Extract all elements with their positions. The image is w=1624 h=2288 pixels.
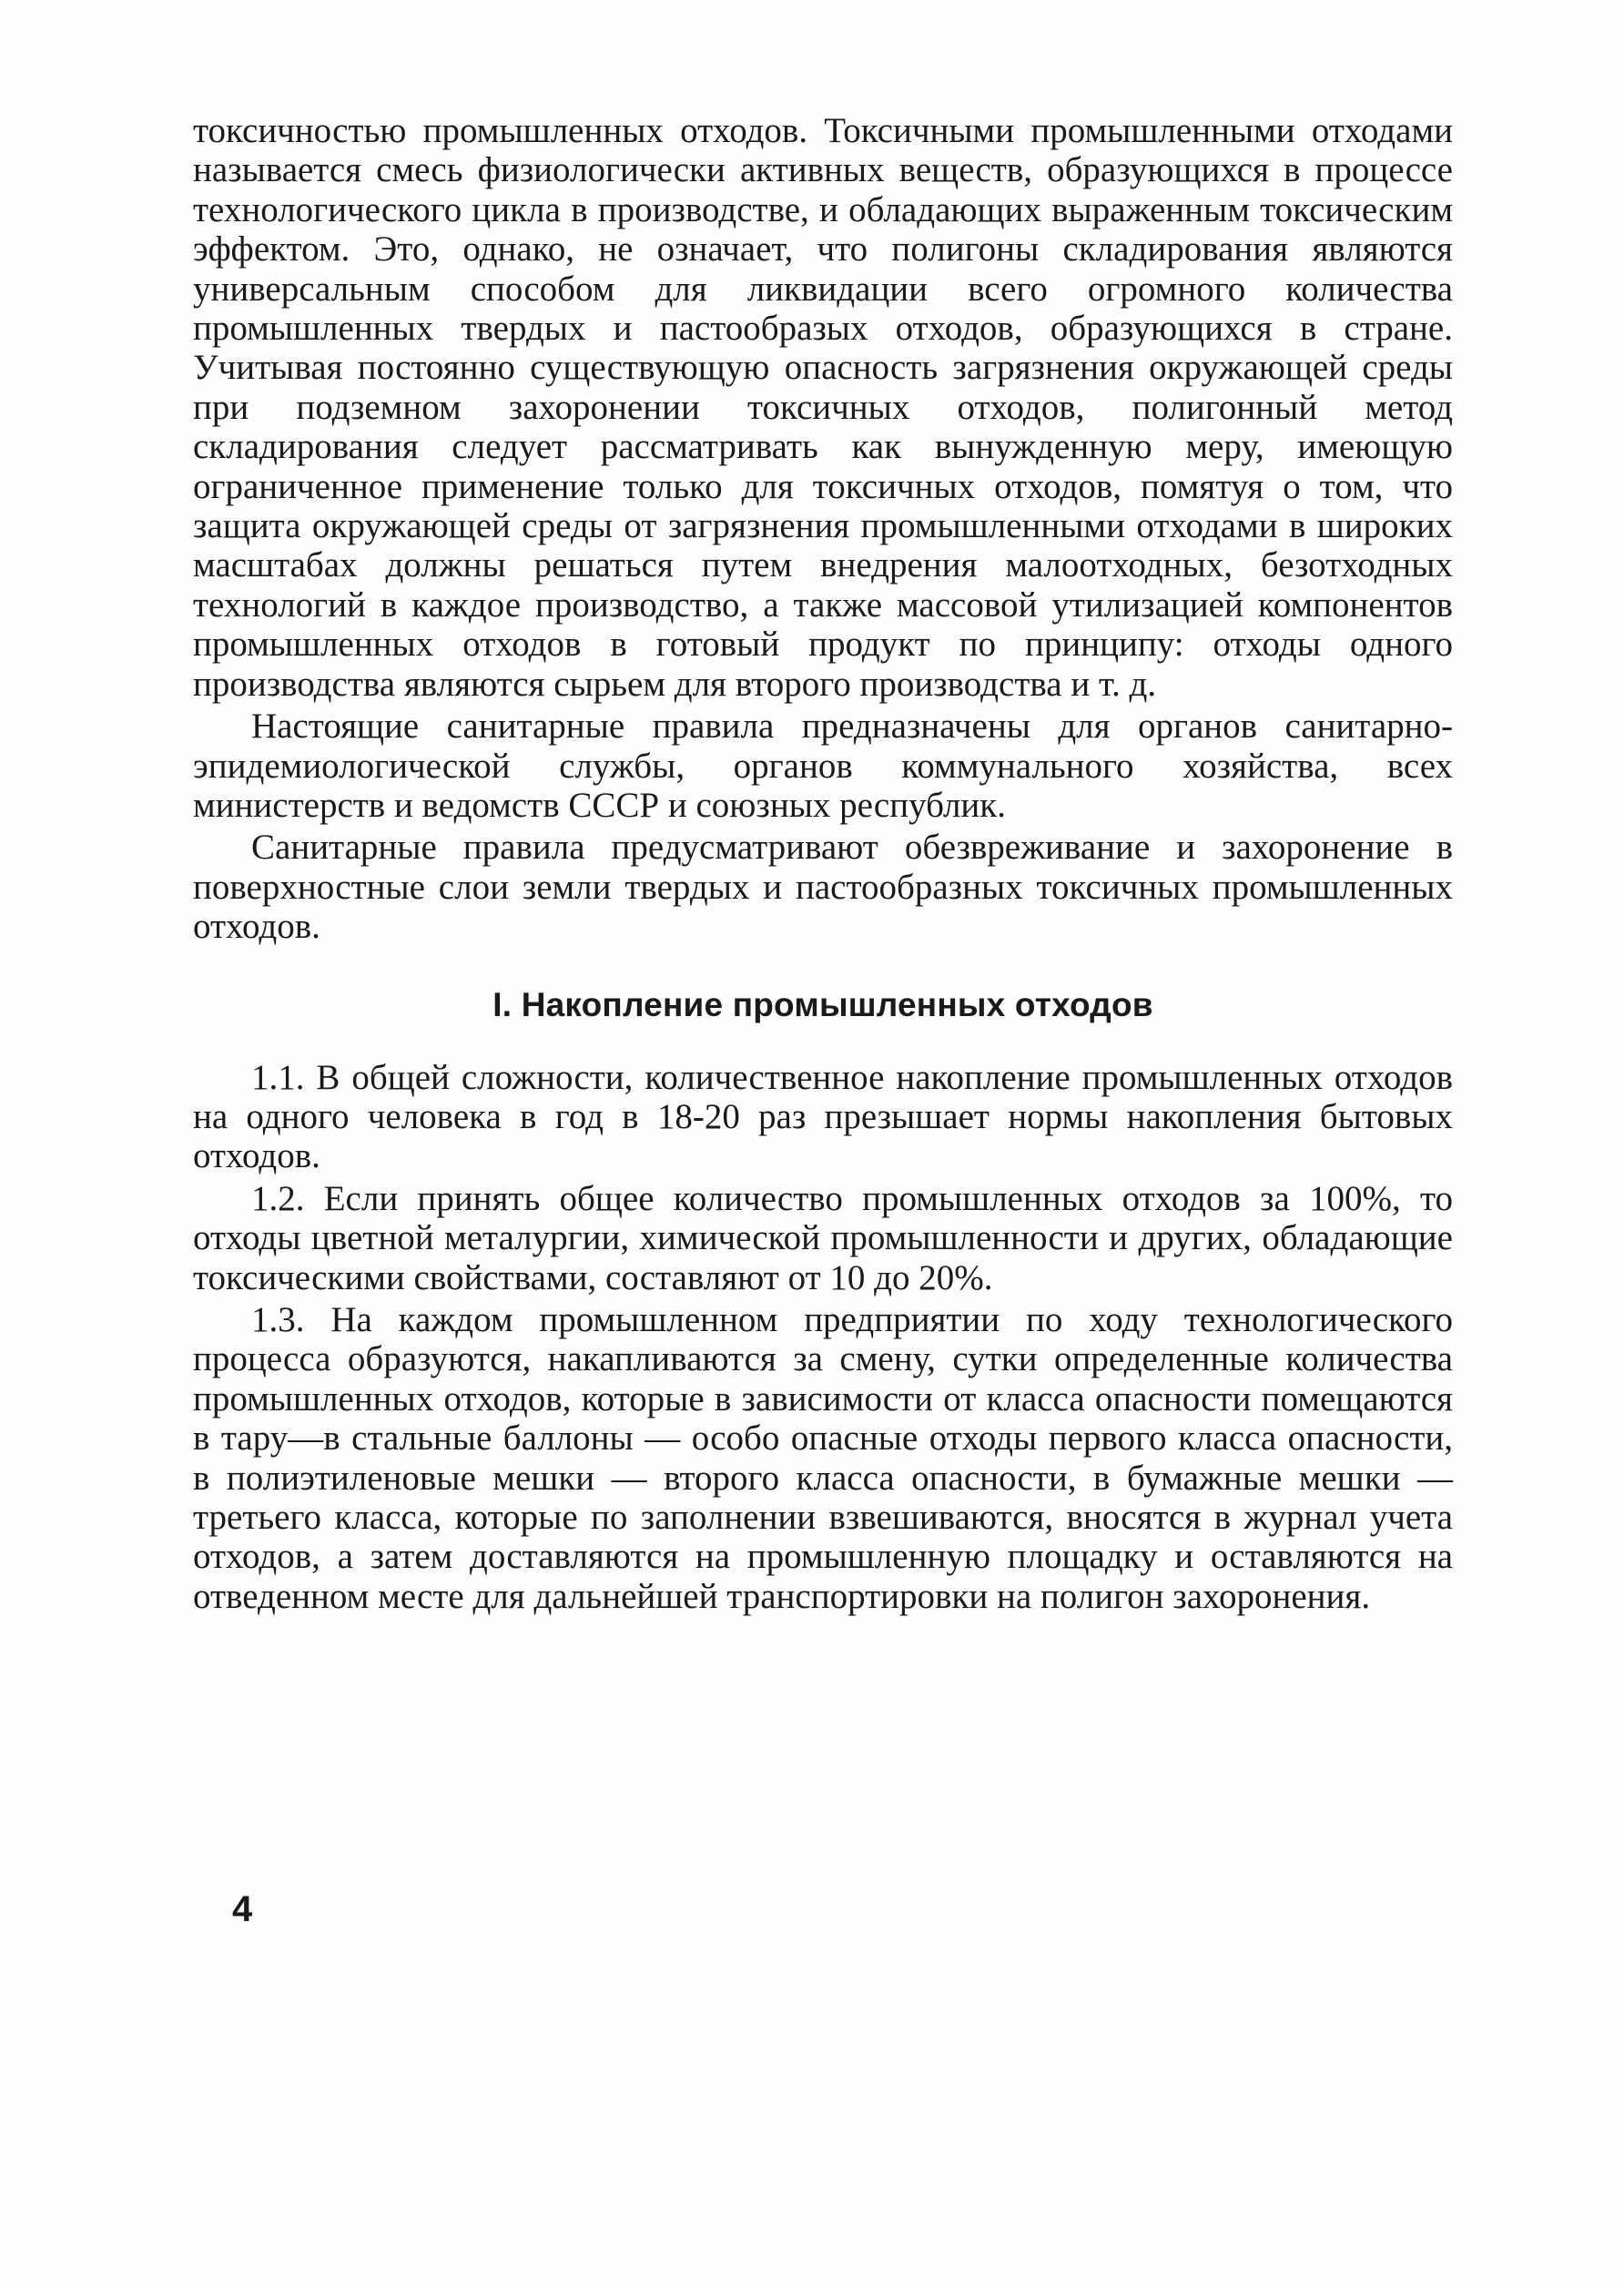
page-number: 4 [232,1889,253,1929]
paragraph-audience: Настоящие санитарные правила предназначены для органов санитарно-эпидемиологической службы, органов коммунального хозяйства, всех министерств и ведомств СССР и союзных республик. [193,707,1453,825]
paragraph-1-3: 1.3. На каждом промышленном предприятии по ходу технологического процесса образуются, накапливаются за смену, сутки определенные количества промышленных отходов, которые в зависимости от класса опасности помещаются в тару—в стальные баллоны — особо опасные отходы первого класса опасности, в полиэтиленовые мешки — второго класса опасности, в бумажные мешки — третьего класса, которые по заполнении взвешиваются, вносятся в журнал учета отходов, а затем доставляются на промышленную площадку и оставляются на отведенном месте для дальнейшей транспортировки на полигон захоронения. [193,1299,1453,1616]
paragraph-toxicity-continuation: токсичностью промышленных отходов. Токсичными промышленными отходами называется смесь физиологически активных веществ, образующихся в процессе технологического цикла в производстве, и обладающих выраженным токсическим эффектом. Это, однако, не означает, что полигоны складирования являются универсальным способом для ликвидации всего огромного количества промышленных твердых и пастообразых отходов, образующихся в стране. Учитывая постоянно существующую опасность загрязнения окружающей среды при подземном захоронении токсичных отходов, полигонный метод складирования следует рассматривать как вынужденную меру, имеющую ограниченное применение только для токсичных отходов, помятуя о том, что защита окружающей среды от загрязнения промышленными отходами в широких масштабах должны решаться путем внедрения малоотходных, безотходных технологий в каждое производство, а также массовой утилизацией компонентов промышленных отходов в готовый продукт по принципу: отходы одного производства являются сырьем для второго производства и т. д. [193,111,1453,704]
paragraph-1-1: 1.1. В общей сложности, количественное накопление промышленных отходов на одного человека в год в 18-20 раз презышает нормы накопления бытовых отходов. [193,1057,1453,1176]
paragraph-1-2: 1.2. Если принять общее количество промышленных отходов за 100%, то отходы цветной металургии, химической промышленности и других, обладающие токсическими свойствами, составляют от 10 до 20%. [193,1178,1453,1297]
body-text [193,111,1453,1616]
paragraph-scope: Санитарные правила предусматривают обезвреживание и захоронение в поверхностные слои земли твердых и пастообразных токсичных промышленных отходов. [193,828,1453,947]
section-heading: I. Накопление промышленных отходов [492,985,1153,1023]
